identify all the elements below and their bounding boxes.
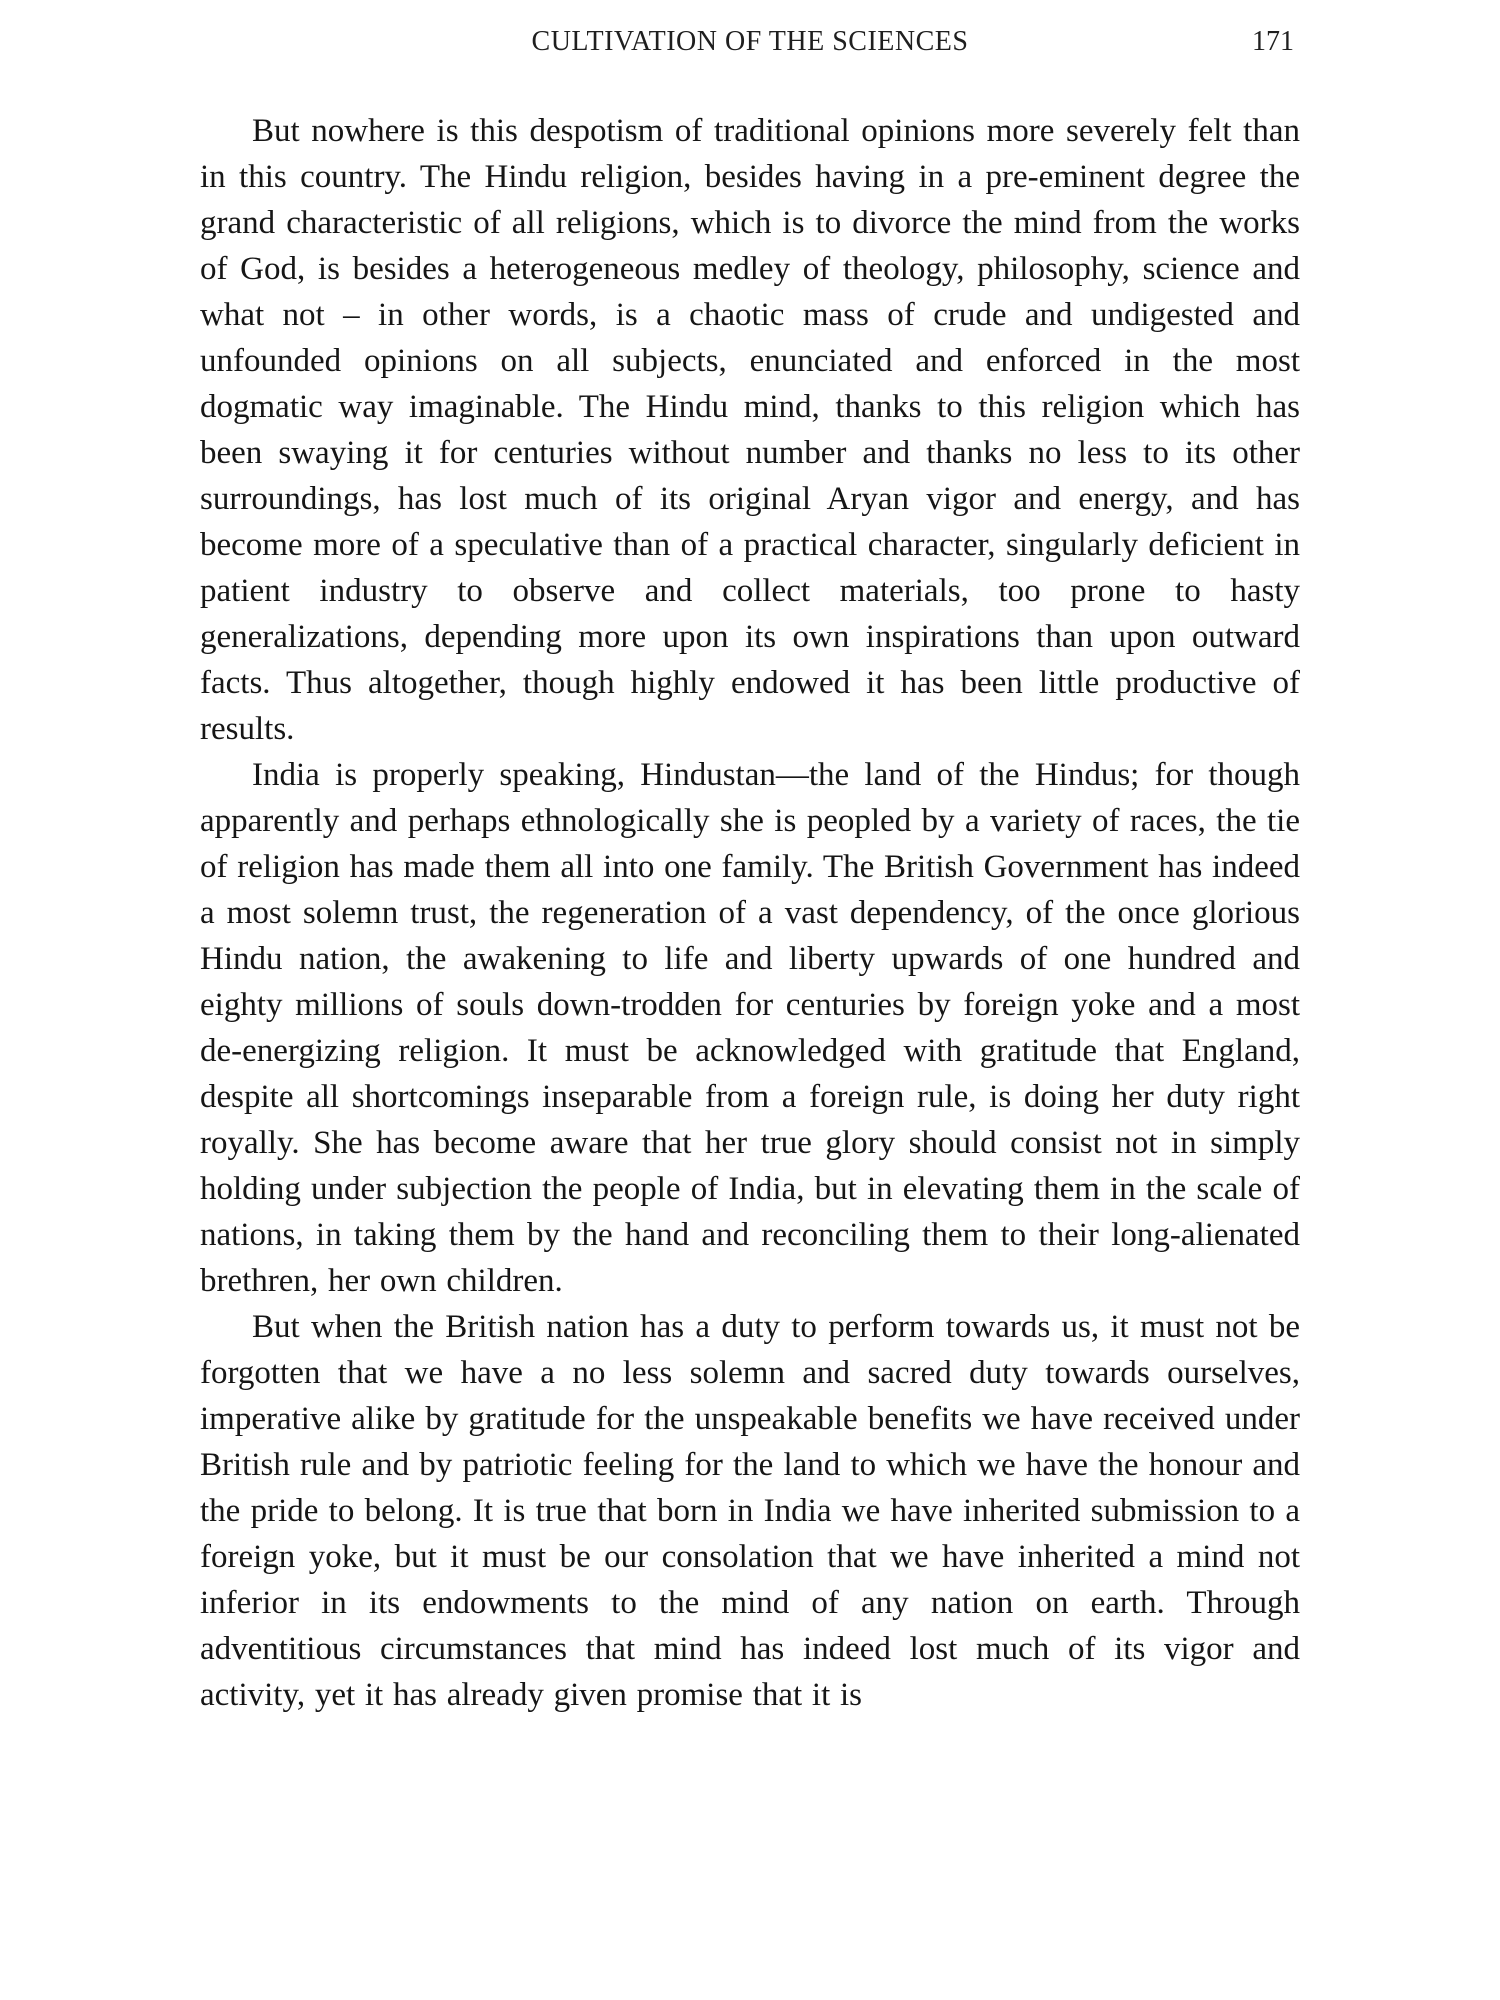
page-header (200, 26, 1300, 66)
paragraph-3: But when the British nation has a duty to perform towards us, it must not be forgotten that we have a no less solemn and sacred duty towards ourselves, imperative alike by gratitude for the unspeakable benefits we have received under British rule and by patriotic feeling for the land to which we have the honour and the pride to belong. It is true that born in India we have inherited submission to a foreign yoke, but it must be our consolation that we have inherited a mind not inferior in its endowments to the mind of any nation on earth. Through adventitious circumstances that mind has indeed lost much of its vigor and activity, yet it has already given promise that it is (200, 1309, 1300, 1713)
paragraph-1: But nowhere is this despotism of traditional opinions more severely felt than in this country. The Hindu religion, besides having in a pre-eminent degree the grand characteristic of all religions, which is to divorce the mind from the works of God, is besides a heterogeneous medley of theology, philosophy, science and what not – in other words, is a chaotic mass of crude and undigested and unfounded opinions on all subjects, enunciated and enforced in the most dogmatic way imaginable. The Hindu mind, thanks to this religion which has been swaying it for centuries without number and thanks no less to its other surroundings, has lost much of its original Aryan vigor and energy, and has become more of a speculative than of a practical character, singularly deficient in patient industry to observe and collect materials, too prone to hasty generalizations, depending more upon its own inspirations than upon outward facts. Thus altogether, though highly endowed it has been little productive of results. (200, 113, 1300, 747)
running-title: CULTIVATION OF THE SCIENCES (531, 26, 969, 57)
paragraph-2: India is properly speaking, Hindustan—the land of the Hindus; for though apparently and perhaps ethnologically she is peopled by a variety of races, the tie of religion has made them all into one family. The British Government has indeed a most solemn trust, the regeneration of a vast dependency, of the once glorious Hindu nation, the awakening to life and liberty upwards of one hundred and eighty millions of souls down-trodden for centuries by foreign yoke and a most de-energizing religion. It must be acknowledged with gratitude that England, despite all shortcomings inseparable from a foreign rule, is doing her duty right royally. She has become aware that her true glory should consist not in simply holding under subjection the people of India, but in elevating them in the scale of nations, in taking them by the hand and reconciling them to their long-alienated brethren, her own children. (200, 757, 1300, 1299)
page-number: 171 (1252, 26, 1294, 57)
page-body (200, 108, 1300, 1718)
